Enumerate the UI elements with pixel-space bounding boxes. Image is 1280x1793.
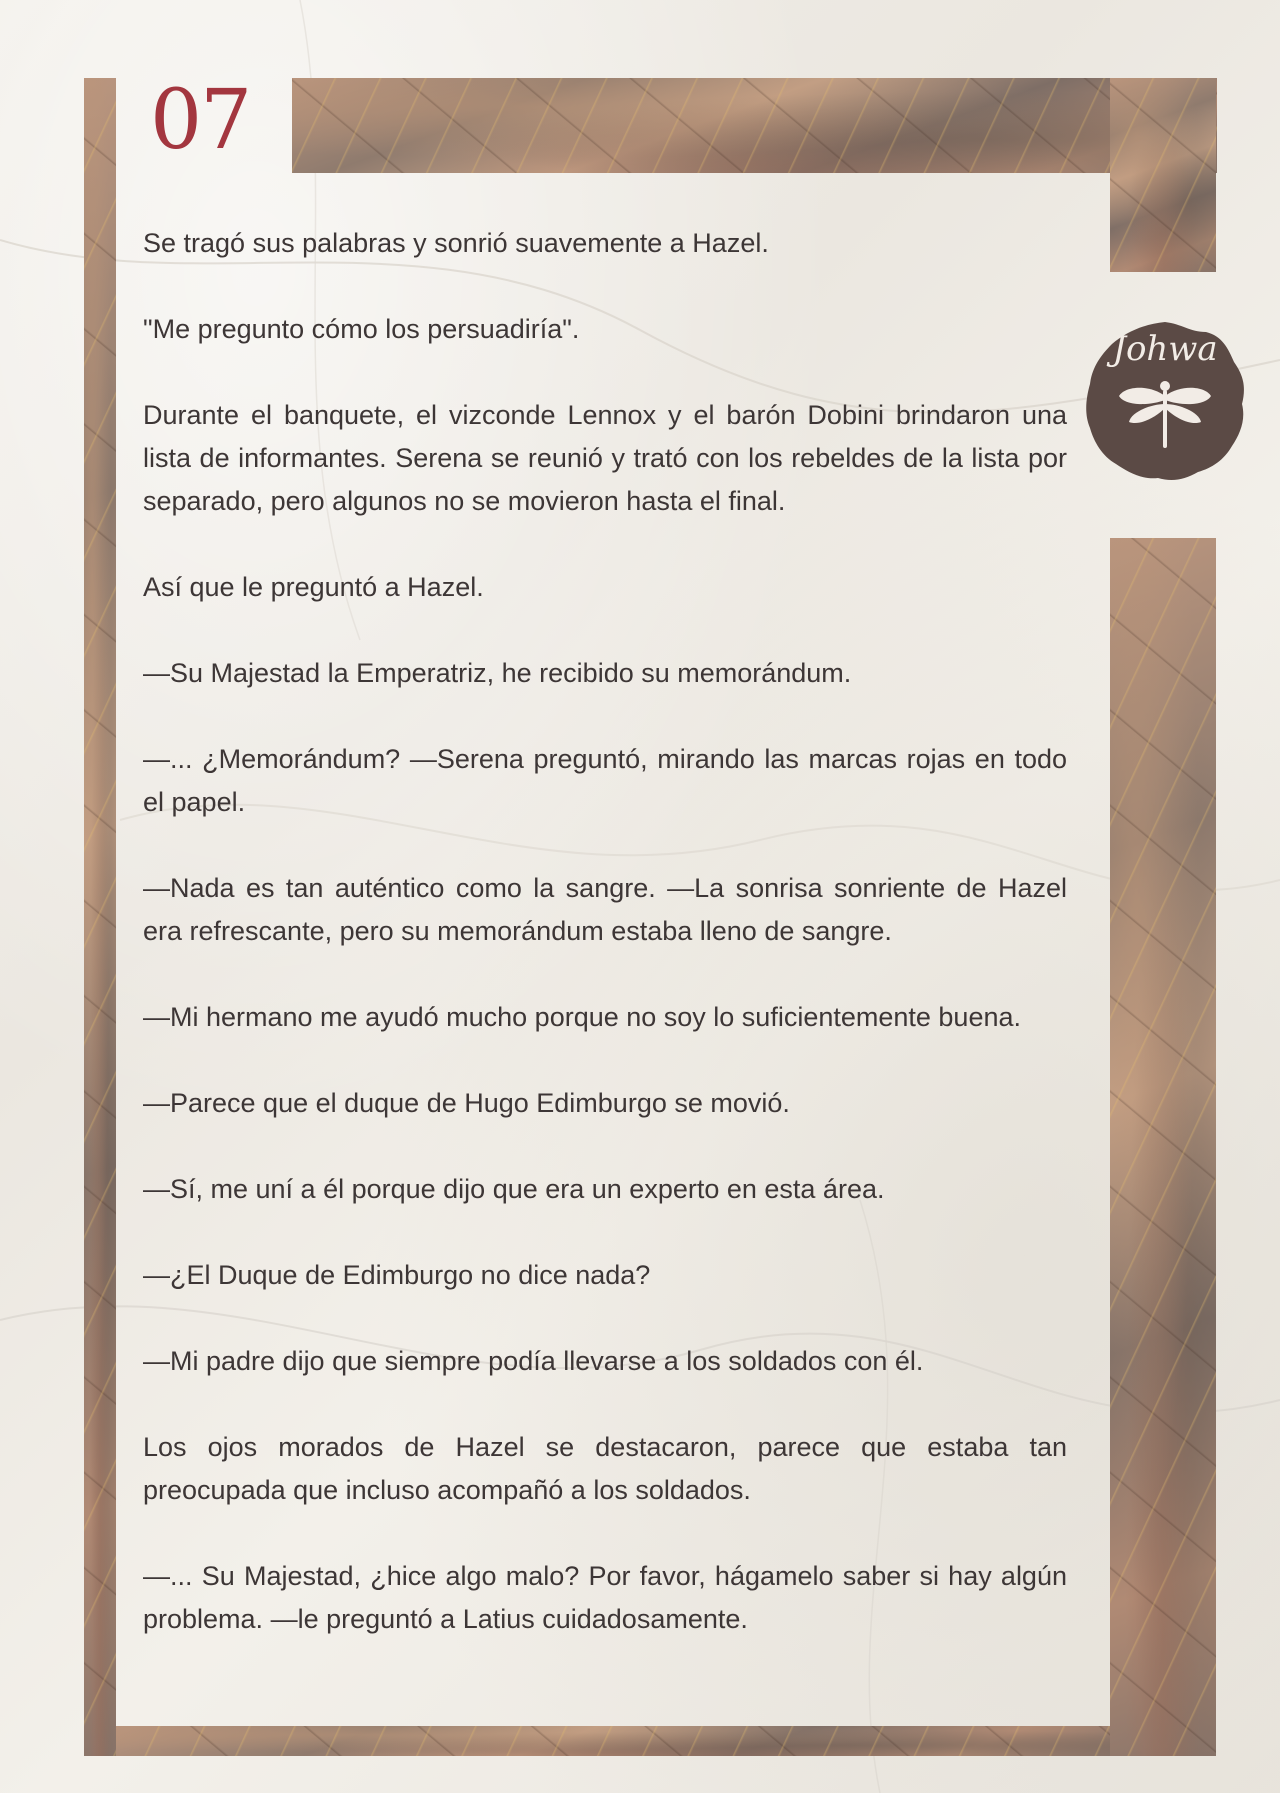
paragraph: —... Su Majestad, ¿hice algo malo? Por favor, hágamelo saber si hay algún problema. —le preguntó a Latius cuidadosamente.	[143, 1561, 1067, 1634]
dragonfly-icon	[1115, 376, 1215, 452]
paragraph: Los ojos morados de Hazel se destacaron, parece que estaba tan preocupada que incluso acompañó a los soldados.	[143, 1432, 1067, 1505]
paragraph: —¿El Duque de Edimburgo no dice nada?	[143, 1260, 651, 1290]
marble-frame-bottom	[116, 1726, 1110, 1756]
logo-text: Johwa	[1112, 329, 1218, 369]
paragraph: "Me pregunto cómo los persuadiría".	[143, 314, 580, 344]
marble-frame-left	[84, 78, 116, 1756]
paragraph: Así que le preguntó a Hazel.	[143, 572, 484, 602]
paragraph: —Sí, me uní a él porque dijo que era un experto en esta área.	[143, 1174, 885, 1204]
paragraph: Se tragó sus palabras y sonrió suavemente a Hazel.	[143, 228, 769, 258]
paragraph: —Parece que el duque de Hugo Edimburgo se movió.	[143, 1088, 790, 1118]
paragraph: —Su Majestad la Emperatriz, he recibido su memorándum.	[143, 658, 852, 688]
marble-frame-right-bottom	[1110, 538, 1216, 1756]
page-number: 07	[150, 73, 251, 168]
marble-frame-right-top	[1110, 78, 1216, 272]
document-body	[143, 222, 1067, 1684]
paragraph: —Nada es tan auténtico como la sangre. —La sonrisa sonriente de Hazel era refrescante, pero su memorándum estaba lleno de sangre.	[143, 873, 1067, 946]
paragraph: Durante el banquete, el vizconde Lennox y el barón Dobini brindaron una lista de informantes. Serena se reunió y trató con los rebeldes de la lista por separado, pero algunos no se movieron hasta el final.	[143, 400, 1067, 516]
paragraph: —Mi padre dijo que siempre podía llevarse a los soldados con él.	[143, 1346, 924, 1376]
johwa-logo	[1082, 318, 1248, 484]
paragraph: —... ¿Memorándum? —Serena preguntó, mirando las marcas rojas en todo el papel.	[143, 744, 1067, 817]
marble-frame-top	[292, 78, 1217, 173]
paragraph: —Mi hermano me ayudó mucho porque no soy lo suficientemente buena.	[143, 1002, 1022, 1032]
